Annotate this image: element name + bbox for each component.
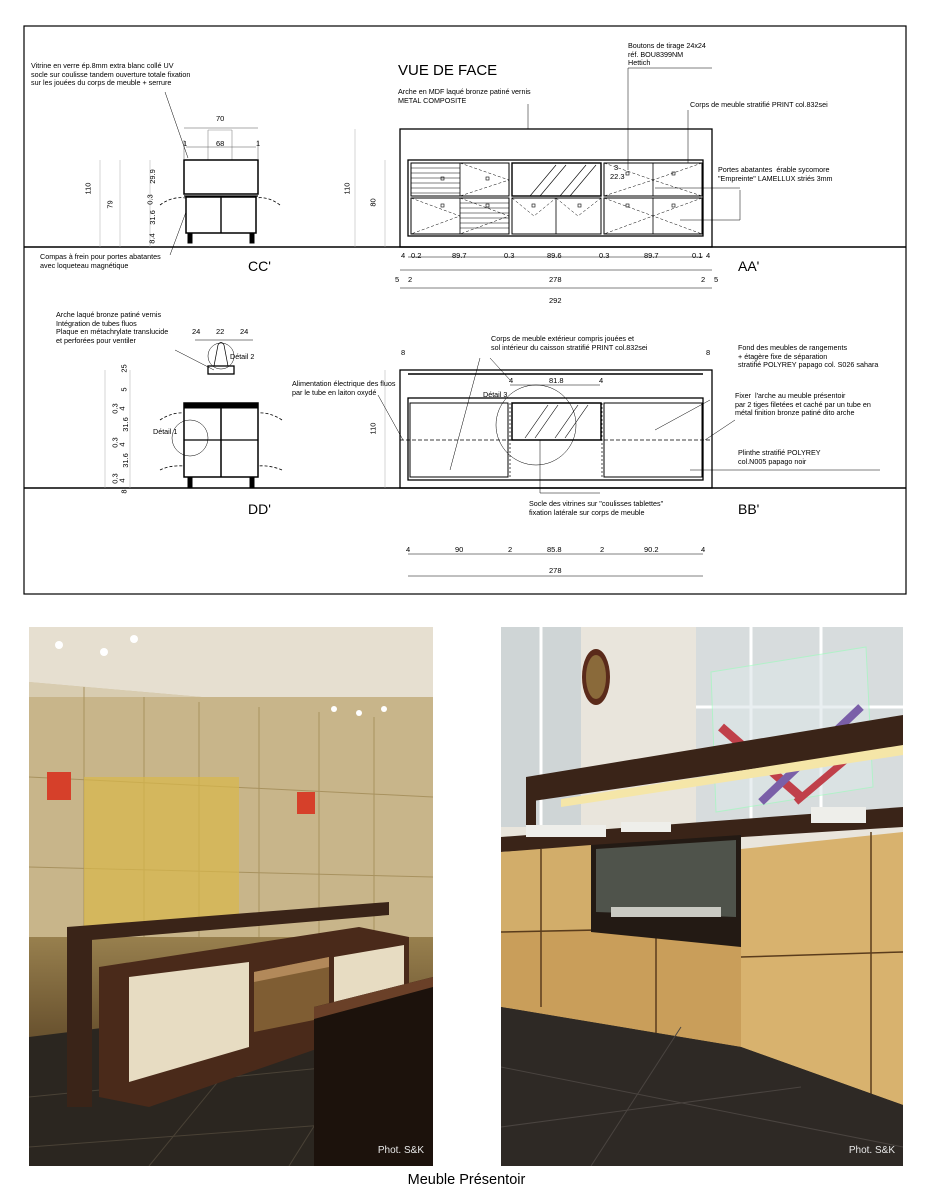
dim-dd-0-3b: 0.3 — [110, 437, 120, 448]
dim-dd-4c: 4 — [117, 478, 127, 483]
dim-dd-24a: 24 — [192, 327, 201, 336]
dim-bb-r1-4: 2 — [600, 545, 605, 554]
dim-dd-5: 5 — [119, 387, 129, 392]
note-corps-meuble: Corps de meuble stratifié PRINT col.832sei — [690, 100, 828, 109]
photo-left — [29, 627, 433, 1166]
dim-dd-31-6b: 31.6 — [120, 453, 130, 468]
dim-cc-110: 110 — [83, 182, 93, 195]
dim-aa-r1-2: 89.7 — [452, 251, 467, 260]
dim-dd-0-3a: 0.3 — [110, 403, 120, 414]
dim-dd-8: 8 — [119, 489, 129, 494]
note-vitrine: Vitrine en verre ép.8mm extra blanc collé UV socle sur coulisse tandem ouverture totale fixation sur les jouées du corps de meuble + serrure — [31, 61, 191, 88]
photo-right-scene — [501, 627, 903, 1166]
dim-bb-r1-2: 2 — [508, 545, 513, 554]
dim-aa-r1-4: 89.6 — [547, 251, 562, 260]
dim-cc-70: 70 — [216, 114, 225, 123]
note-fond-meubles: Fond des meubles de rangements + étagère fixe de séparation stratifié POLYREY papago col. S026 sahara — [738, 343, 879, 370]
photo-right-credit: Phot. S&K — [848, 1145, 895, 1156]
dim-cc-29-9: 29.9 — [147, 169, 157, 184]
dim-cc-1b: 1 — [256, 139, 261, 148]
dim-cc-1a: 1 — [183, 139, 188, 148]
note-compas: Compas à frein pour portes abatantes avec loqueteau magnétique — [40, 252, 161, 270]
note-detail-2: Détail 2 — [230, 352, 255, 361]
note-alimentation: Alimentation électrique des fluos par le tube en laiton oxydé — [292, 379, 396, 397]
note-detail-3: Détail 3 — [483, 390, 508, 399]
dim-bb-8a: 8 — [401, 348, 406, 357]
note-socle-vitrines: Socle des vitrines sur "coulisses tablettes" fixation latérale sur corps de meuble — [529, 499, 664, 517]
dim-aa-r1-5: 0.3 — [599, 251, 610, 260]
photo-left-credit: Phot. S&K — [377, 1145, 424, 1156]
note-boutons: Boutons de tirage 24x24 réf. BOU8399NM Hettich — [628, 41, 706, 68]
section-label-aa: AA' — [738, 258, 760, 274]
dim-cc-68: 68 — [216, 139, 225, 148]
dim-dd-4a: 4 — [117, 406, 127, 411]
dim-bb-8b: 8 — [706, 348, 711, 357]
dim-aa-r1-7: 0.1 — [692, 251, 703, 260]
dim-aa-r2-2: 278 — [549, 275, 562, 284]
dim-dd-25: 25 — [119, 364, 129, 373]
dim-dd-0-3c: 0.3 — [110, 473, 120, 484]
section-label-bb: BB' — [738, 501, 760, 517]
dim-bb-top-4b: 4 — [599, 376, 604, 385]
note-portes-abattantes: Portes abatantes érable sycomore "Empreinte" LAMELLUX striés 3mm — [718, 165, 833, 183]
section-label-cc: CC' — [248, 258, 271, 274]
dim-bb-r1-0: 4 — [406, 545, 411, 554]
dim-aa-total: 292 — [549, 296, 562, 305]
figure-caption: Meuble Présentoir — [407, 1172, 526, 1188]
dim-aa-r2-1: 2 — [408, 275, 413, 284]
dim-bb-top-4a: 4 — [509, 376, 514, 385]
dim-cc-8-4: 8.4 — [147, 233, 157, 244]
section-cc — [100, 92, 280, 255]
note-arche-laque: Arche laqué bronze patiné vernis Intégration de tubes fluos Plaque en métachrylate translucide et perforées pour ventiler — [56, 310, 169, 345]
dim-cc-31-6: 31.6 — [147, 210, 157, 225]
dim-cc-79: 79 — [105, 200, 115, 209]
dim-dd-24b: 24 — [240, 327, 249, 336]
section-dd — [105, 340, 282, 488]
dim-aa-r2-3: 2 — [701, 275, 706, 284]
dim-aa-r1-1: 0.2 — [411, 251, 422, 260]
dim-dd-4b: 4 — [117, 442, 127, 447]
dim-cc-0-3: 0.3 — [145, 194, 155, 205]
dim-dd-31-6a: 31.6 — [120, 417, 130, 432]
dim-bb-r1-5: 90.2 — [644, 545, 659, 554]
dim-aa-r1-3: 0.3 — [504, 251, 515, 260]
dim-bb-r1-1: 90 — [455, 545, 464, 554]
dim-bb-top-81-8: 81.8 — [549, 376, 564, 385]
dim-aa-110: 110 — [342, 182, 352, 195]
dim-aa-r1-8: 4 — [706, 251, 711, 260]
dim-bb-110: 110 — [368, 422, 378, 435]
dim-aa-80: 80 — [368, 198, 378, 207]
dim-aa-22-3: 22.3 — [610, 172, 625, 181]
dim-bb-r1-6: 4 — [701, 545, 706, 554]
note-plinthe: Plinthe stratifié POLYREY col.N005 papago noir — [738, 448, 821, 466]
note-fixer-arche: Fixer l'arche au meuble présentoir par 2 tiges filetées et caché par un tube en métal finition bronze patiné dito arche — [735, 391, 871, 418]
note-detail-1: Détail 1 — [153, 427, 178, 436]
dim-aa-r2-4: 5 — [714, 275, 719, 284]
dim-aa-r1-0: 4 — [401, 251, 406, 260]
photo-left-scene — [29, 627, 433, 1166]
dim-aa-r2-0: 5 — [395, 275, 400, 284]
dim-aa-r1-6: 89.7 — [644, 251, 659, 260]
view-title: VUE DE FACE — [398, 62, 498, 79]
dim-aa-3: 3 — [614, 163, 619, 172]
note-corps-exterieur: Corps de meuble extérieur compris jouées et sol intérieur du caisson stratifié PRINT col.832sei — [491, 334, 648, 352]
note-arche-mdf: Arche en MDF laqué bronze patiné vernis METAL COMPOSITE — [398, 87, 531, 105]
dim-dd-22: 22 — [216, 327, 225, 336]
dim-bb-total: 278 — [549, 566, 562, 575]
section-label-dd: DD' — [248, 501, 271, 517]
photo-right — [501, 627, 903, 1166]
dim-bb-r1-3: 85.8 — [547, 545, 562, 554]
